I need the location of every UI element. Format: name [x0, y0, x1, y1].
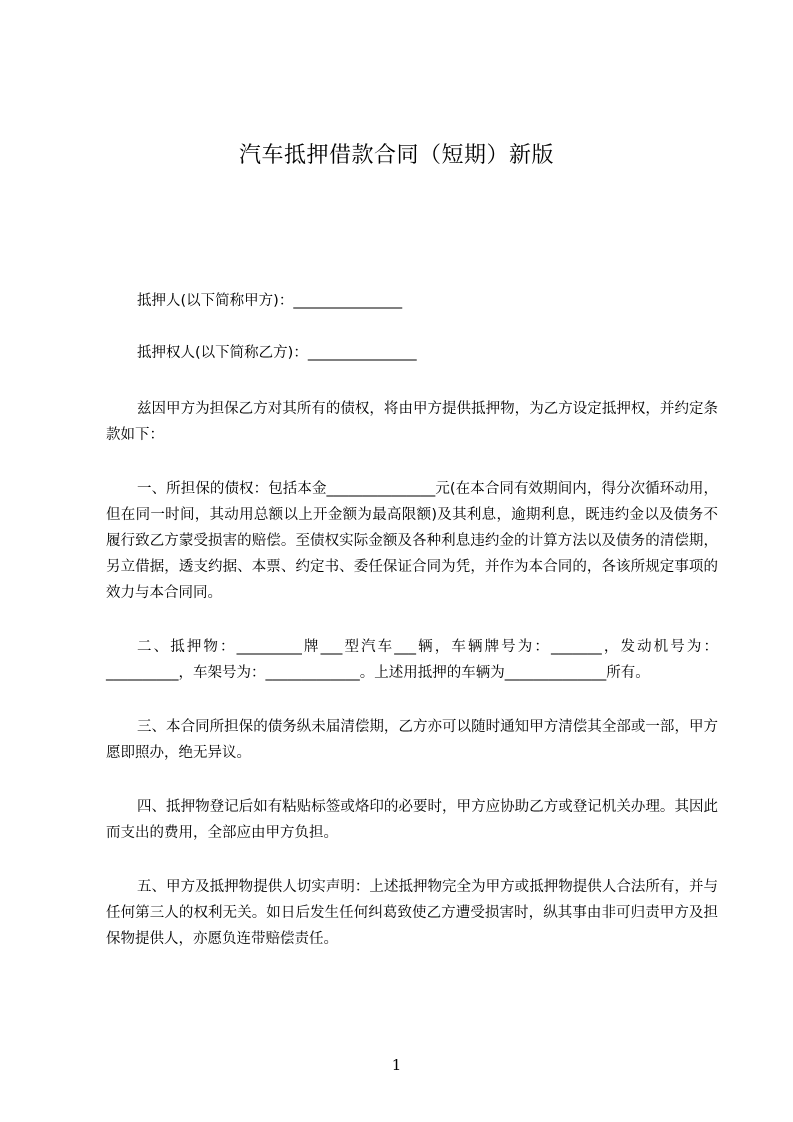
clause-1: 一、所担保的债权：包括本金_______________元(在本合同有效期间内，得分次循环动用，但在同一时间，其动用总额以上开金额为最高限额)及其利息，逾期利息，既违约金以及债务不履行致乙方蒙受损害的赔偿。至债权实际金额及各种利息违约金的计算方法以及债务的清偿期，另立借据，透支约据、本票、约定书、委任保证合同为凭，并作为本合同的，各该所规定事项的效力与本合同同。	[106, 481, 718, 601]
page-number: 1	[391, 1056, 402, 1074]
clause-5: 五、甲方及抵押物提供人切实声明：上述抵押物完全为甲方或抵押物提供人合法所有，并与任何第三人的权利无关。如日后发生任何纠葛致使乙方遭受损害时，纵其事由非可归责甲方及担保物提供人，亦愿负连带赔偿责任。	[106, 879, 718, 947]
clause-3: 三、本合同所担保的债务纵未届清偿期，乙方亦可以随时通知甲方清偿其全部或一部，甲方愿即照办，绝无异议。	[106, 719, 718, 761]
intro-paragraph: 兹因甲方为担保乙方对其所有的债权，将由甲方提供抵押物，为乙方设定抵押权，并约定条款如下：	[106, 401, 718, 443]
mortgagor-line: 抵押人(以下简称甲方)：_______________	[137, 293, 403, 309]
clause-2: 二、抵押物：_________牌___型汽车___辆，车辆牌号为：_______，发动机号为：__________，车架号为：_____________。上述用抵押的车辆为______________所有。	[106, 639, 718, 681]
mortgagee-line: 抵押权人(以下简称乙方)：_______________	[137, 345, 417, 361]
document-title: 汽车抵押借款合同（短期）新版	[238, 143, 554, 168]
clause-4: 四、抵押物登记后如有粘贴标签或烙印的必要时，甲方应协助乙方或登记机关办理。其因此而支出的费用，全部应由甲方负担。	[106, 799, 718, 841]
